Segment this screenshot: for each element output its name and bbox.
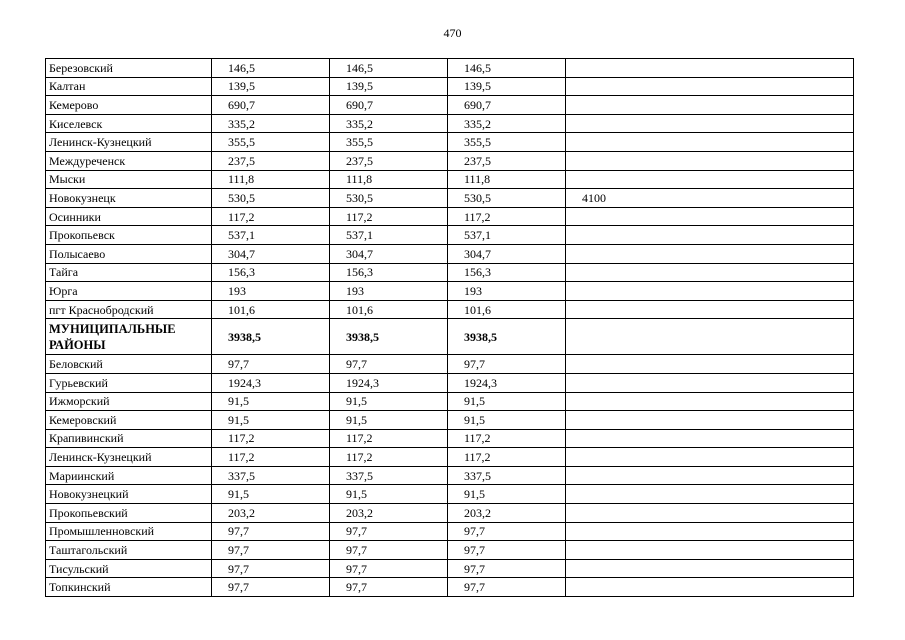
- value-cell-3: 97,7: [448, 541, 566, 560]
- territory-name-cell: Осинники: [46, 207, 212, 226]
- table-row: [46, 522, 854, 541]
- territory-name-cell: Беловский: [46, 355, 212, 374]
- territory-name-cell: Мыски: [46, 170, 212, 189]
- value-cell-1: 193: [212, 282, 330, 301]
- value-cell-4: 4100: [566, 189, 854, 208]
- value-cell-1: 530,5: [212, 189, 330, 208]
- value-cell-4: [566, 373, 854, 392]
- value-cell-3: 690,7: [448, 96, 566, 115]
- table-row: [46, 541, 854, 560]
- territory-name-cell: Ленинск-Кузнецкий: [46, 448, 212, 467]
- value-cell-4: [566, 578, 854, 597]
- value-cell-3: 117,2: [448, 207, 566, 226]
- table-body: [46, 59, 854, 597]
- table-row: [46, 189, 854, 208]
- table-row: [46, 263, 854, 282]
- value-cell-1: 91,5: [212, 485, 330, 504]
- value-cell-1: 97,7: [212, 578, 330, 597]
- value-cell-3: 97,7: [448, 355, 566, 374]
- territory-name-cell: Крапивинский: [46, 429, 212, 448]
- territory-name-cell: Кемерово: [46, 96, 212, 115]
- value-cell-3: 91,5: [448, 392, 566, 411]
- table-row: [46, 59, 854, 78]
- value-cell-1: 156,3: [212, 263, 330, 282]
- value-cell-4: [566, 207, 854, 226]
- value-cell-1: 101,6: [212, 300, 330, 319]
- territory-name-cell: пгт Краснобродский: [46, 300, 212, 319]
- value-cell-2: 139,5: [330, 77, 448, 96]
- value-cell-4: [566, 411, 854, 430]
- page-number: 470: [443, 26, 462, 40]
- territory-name-cell: Таштагольский: [46, 541, 212, 560]
- table-row: [46, 504, 854, 523]
- table-row: [46, 448, 854, 467]
- value-cell-4: [566, 466, 854, 485]
- value-cell-1: 97,7: [212, 559, 330, 578]
- territory-name-cell: Гурьевский: [46, 373, 212, 392]
- value-cell-4: [566, 355, 854, 374]
- value-cell-2: 146,5: [330, 59, 448, 78]
- territory-name-cell: Юрга: [46, 282, 212, 301]
- value-cell-2: 91,5: [330, 485, 448, 504]
- value-cell-3: 101,6: [448, 300, 566, 319]
- territory-name-cell: Ленинск-Кузнецкий: [46, 133, 212, 152]
- value-cell-2: 337,5: [330, 466, 448, 485]
- value-cell-2: 91,5: [330, 392, 448, 411]
- table-row: [46, 300, 854, 319]
- value-cell-2: 111,8: [330, 170, 448, 189]
- value-cell-1: 117,2: [212, 207, 330, 226]
- value-cell-3: 117,2: [448, 429, 566, 448]
- value-cell-4: [566, 114, 854, 133]
- value-cell-3: 97,7: [448, 522, 566, 541]
- table-row: [46, 429, 854, 448]
- value-cell-2: 117,2: [330, 429, 448, 448]
- value-cell-2: 101,6: [330, 300, 448, 319]
- territory-name-cell: Тайга: [46, 263, 212, 282]
- value-cell-4: [566, 151, 854, 170]
- territory-name-cell: Калтан: [46, 77, 212, 96]
- value-cell-1: 97,7: [212, 355, 330, 374]
- territory-name-cell: Новокузнецк: [46, 189, 212, 208]
- value-cell-1: 1924,3: [212, 373, 330, 392]
- value-cell-1: 355,5: [212, 133, 330, 152]
- value-cell-3: 97,7: [448, 578, 566, 597]
- territory-name-cell: Промышленновский: [46, 522, 212, 541]
- value-cell-1: 537,1: [212, 226, 330, 245]
- value-cell-2: 304,7: [330, 244, 448, 263]
- table-row: [46, 151, 854, 170]
- table-row: [46, 114, 854, 133]
- value-cell-2: 355,5: [330, 133, 448, 152]
- territory-name-cell: Междуреченск: [46, 151, 212, 170]
- table-row: [46, 578, 854, 597]
- value-cell-3: 237,5: [448, 151, 566, 170]
- table-row: [46, 466, 854, 485]
- value-cell-1: 111,8: [212, 170, 330, 189]
- territory-name-cell: Мариинский: [46, 466, 212, 485]
- value-cell-2: 335,2: [330, 114, 448, 133]
- value-cell-4: [566, 559, 854, 578]
- value-cell-2: 97,7: [330, 355, 448, 374]
- value-cell-2: 237,5: [330, 151, 448, 170]
- table-row: [46, 170, 854, 189]
- value-cell-1: 146,5: [212, 59, 330, 78]
- table-row: [46, 392, 854, 411]
- value-cell-3: 91,5: [448, 485, 566, 504]
- value-cell-1: 117,2: [212, 429, 330, 448]
- value-cell-4: [566, 226, 854, 245]
- value-cell-1: 139,5: [212, 77, 330, 96]
- value-cell-4: [566, 522, 854, 541]
- value-cell-2: 537,1: [330, 226, 448, 245]
- value-cell-2: 97,7: [330, 522, 448, 541]
- value-cell-3: 337,5: [448, 466, 566, 485]
- value-cell-1: 203,2: [212, 504, 330, 523]
- table-row: [46, 77, 854, 96]
- value-cell-3: 139,5: [448, 77, 566, 96]
- value-cell-3: 304,7: [448, 244, 566, 263]
- table-row: [46, 373, 854, 392]
- territory-name-cell: Прокопьевск: [46, 226, 212, 245]
- table-row: [46, 226, 854, 245]
- value-cell-3: 203,2: [448, 504, 566, 523]
- value-cell-4: [566, 244, 854, 263]
- table-row: [46, 96, 854, 115]
- value-cell-2: 91,5: [330, 411, 448, 430]
- value-cell-2: 530,5: [330, 189, 448, 208]
- value-cell-3: 335,2: [448, 114, 566, 133]
- value-cell-3: 355,5: [448, 133, 566, 152]
- value-cell-1: 91,5: [212, 392, 330, 411]
- territory-name-cell: МУНИЦИПАЛЬНЫЕ РАЙОНЫ: [46, 319, 212, 355]
- value-cell-4: [566, 59, 854, 78]
- table-row: [46, 559, 854, 578]
- value-cell-4: [566, 504, 854, 523]
- table-row: [46, 244, 854, 263]
- table-row: [46, 355, 854, 374]
- value-cell-3: 91,5: [448, 411, 566, 430]
- territory-name-cell: Прокопьевский: [46, 504, 212, 523]
- value-cell-4: [566, 300, 854, 319]
- territory-name-cell: Кемеровский: [46, 411, 212, 430]
- territory-name-cell: Березовский: [46, 59, 212, 78]
- table-row: [46, 207, 854, 226]
- value-cell-3: 117,2: [448, 448, 566, 467]
- value-cell-2: 3938,5: [330, 319, 448, 355]
- data-table: [45, 58, 854, 597]
- value-cell-1: 237,5: [212, 151, 330, 170]
- value-cell-2: 690,7: [330, 96, 448, 115]
- value-cell-1: 335,2: [212, 114, 330, 133]
- value-cell-2: 1924,3: [330, 373, 448, 392]
- section-header-row: [46, 319, 854, 355]
- value-cell-1: 337,5: [212, 466, 330, 485]
- value-cell-2: 117,2: [330, 448, 448, 467]
- value-cell-2: 97,7: [330, 541, 448, 560]
- value-cell-3: 193: [448, 282, 566, 301]
- value-cell-2: 203,2: [330, 504, 448, 523]
- value-cell-4: [566, 429, 854, 448]
- value-cell-1: 97,7: [212, 541, 330, 560]
- value-cell-4: [566, 96, 854, 115]
- territory-name-cell: Тисульский: [46, 559, 212, 578]
- value-cell-2: 117,2: [330, 207, 448, 226]
- table-row: [46, 411, 854, 430]
- value-cell-4: [566, 282, 854, 301]
- territory-name-cell: Ижморский: [46, 392, 212, 411]
- table-row: [46, 133, 854, 152]
- value-cell-3: 97,7: [448, 559, 566, 578]
- value-cell-3: 111,8: [448, 170, 566, 189]
- territory-name-cell: Полысаево: [46, 244, 212, 263]
- value-cell-4: [566, 133, 854, 152]
- territory-name-cell: Киселевск: [46, 114, 212, 133]
- value-cell-4: [566, 170, 854, 189]
- value-cell-4: [566, 263, 854, 282]
- value-cell-3: 530,5: [448, 189, 566, 208]
- value-cell-3: 156,3: [448, 263, 566, 282]
- value-cell-3: 3938,5: [448, 319, 566, 355]
- value-cell-4: [566, 319, 854, 355]
- territory-name-cell: Топкинский: [46, 578, 212, 597]
- value-cell-1: 97,7: [212, 522, 330, 541]
- value-cell-4: [566, 541, 854, 560]
- value-cell-2: 97,7: [330, 578, 448, 597]
- value-cell-2: 156,3: [330, 263, 448, 282]
- value-cell-2: 193: [330, 282, 448, 301]
- value-cell-3: 537,1: [448, 226, 566, 245]
- value-cell-1: 304,7: [212, 244, 330, 263]
- value-cell-1: 3938,5: [212, 319, 330, 355]
- value-cell-1: 117,2: [212, 448, 330, 467]
- value-cell-3: 146,5: [448, 59, 566, 78]
- table-row: [46, 485, 854, 504]
- value-cell-3: 1924,3: [448, 373, 566, 392]
- value-cell-4: [566, 485, 854, 504]
- value-cell-4: [566, 77, 854, 96]
- value-cell-4: [566, 448, 854, 467]
- value-cell-1: 91,5: [212, 411, 330, 430]
- value-cell-1: 690,7: [212, 96, 330, 115]
- territory-name-cell: Новокузнецкий: [46, 485, 212, 504]
- value-cell-4: [566, 392, 854, 411]
- value-cell-2: 97,7: [330, 559, 448, 578]
- table-row: [46, 282, 854, 301]
